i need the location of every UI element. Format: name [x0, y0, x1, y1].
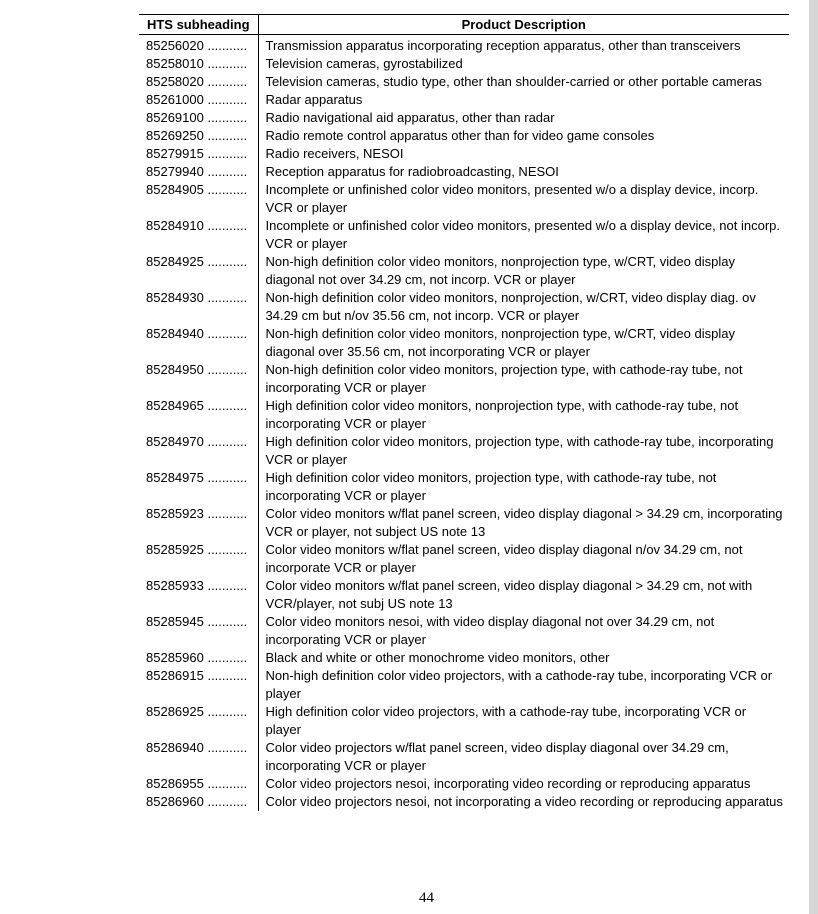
product-description-cell: Radar apparatus — [265, 92, 363, 107]
product-description-cell: Radio remote control apparatus other than for video game consoles — [265, 128, 655, 143]
hts-code-cell: 85285923 ........... — [139, 505, 258, 541]
table-row — [139, 127, 789, 145]
table-row — [139, 217, 789, 253]
table-row — [139, 55, 789, 73]
hts-code-cell: 85284965 ........... — [139, 397, 258, 433]
product-description-cell: High definition color video projectors, with a cathode-ray tube, incorporating VCR or player — [265, 704, 747, 737]
table-row — [139, 91, 789, 109]
product-description-cell: Transmission apparatus incorporating reception apparatus, other than transceivers — [265, 38, 741, 53]
page-number: 44 — [419, 890, 434, 906]
product-description-cell: Television cameras, studio type, other than shoulder-carried or other portable cameras — [265, 74, 762, 89]
table-row — [139, 109, 789, 127]
hts-code-cell: 85286955 ........... — [139, 775, 258, 793]
hts-code-cell: 85258010 ........... — [139, 55, 258, 73]
hts-code-cell: 85286915 ........... — [139, 667, 258, 703]
hts-code-cell: 85261000 ........... — [139, 91, 258, 109]
table-row — [139, 469, 789, 505]
product-description-cell: Non-high definition color video monitors, nonprojection type, w/CRT, video display diagonal over 35.56 cm, not incorporating VCR or player — [265, 326, 735, 359]
hts-code-cell: 85285933 ........... — [139, 577, 258, 613]
product-description-cell: Incomplete or unfinished color video monitors, presented w/o a display device, not incorp. VCR or player — [265, 218, 781, 251]
table-row — [139, 325, 789, 361]
hts-code-cell: 85284930 ........... — [139, 289, 258, 325]
table-row — [139, 649, 789, 667]
product-description-cell: Non-high definition color video projectors, with a cathode-ray tube, incorporating VCR or player — [265, 668, 773, 701]
table-row — [139, 703, 789, 739]
table-row — [139, 613, 789, 649]
product-description-cell: Color video monitors w/flat panel screen, video display diagonal n/ov 34.29 cm, not incorporate VCR or player — [265, 542, 743, 575]
window-edge-strip — [809, 0, 818, 914]
hts-table — [139, 14, 789, 811]
hts-code-cell: 85284975 ........... — [139, 469, 258, 505]
product-description-cell: Incomplete or unfinished color video monitors, presented w/o a display device, incorp. VCR or player — [265, 182, 759, 215]
hts-code-cell: 85269100 ........... — [139, 109, 258, 127]
product-description-cell: High definition color video monitors, projection type, with cathode-ray tube, incorporating VCR or player — [265, 434, 774, 467]
table-row — [139, 577, 789, 613]
table-row — [139, 505, 789, 541]
product-description-cell: Reception apparatus for radiobroadcasting, NESOI — [265, 164, 559, 179]
product-description-cell: High definition color video monitors, nonprojection type, with cathode-ray tube, not incorporating VCR or player — [265, 398, 739, 431]
product-description-cell: Radio receivers, NESOI — [265, 146, 404, 161]
product-description-cell: Color video projectors w/flat panel screen, video display diagonal over 34.29 cm, incorporating VCR or player — [265, 740, 729, 773]
hts-code-cell: 85284905 ........... — [139, 181, 258, 217]
hts-code-cell: 85284970 ........... — [139, 433, 258, 469]
table-row — [139, 289, 789, 325]
table-row — [139, 433, 789, 469]
table-row — [139, 145, 789, 163]
hts-code-cell: 85284950 ........... — [139, 361, 258, 397]
table-body — [139, 35, 789, 812]
table-row — [139, 181, 789, 217]
product-description-cell: Non-high definition color video monitors, nonprojection type, w/CRT, video display diagonal not over 34.29 cm, not incorp. VCR or player — [265, 254, 735, 287]
table-row — [139, 541, 789, 577]
hts-code-cell: 85279915 ........... — [139, 145, 258, 163]
table-row — [139, 397, 789, 433]
table-row — [139, 361, 789, 397]
hts-code-cell: 85285925 ........... — [139, 541, 258, 577]
header-hts-subheading: HTS subheading — [139, 15, 258, 35]
product-description-cell: High definition color video monitors, projection type, with cathode-ray tube, not incorporating VCR or player — [265, 470, 717, 503]
product-description-cell: Color video projectors nesoi, not incorporating a video recording or reproducing apparatus — [265, 794, 783, 809]
table-row — [139, 775, 789, 793]
hts-code-cell: 85256020 ........... — [139, 35, 258, 56]
hts-code-cell: 85258020 ........... — [139, 73, 258, 91]
hts-code-cell: 85269250 ........... — [139, 127, 258, 145]
table-row — [139, 739, 789, 775]
product-description-cell: Non-high definition color video monitors, projection type, with cathode-ray tube, not incorporating VCR or player — [265, 362, 743, 395]
product-description-cell: Black and white or other monochrome video monitors, other — [265, 650, 610, 665]
hts-code-cell: 85284910 ........... — [139, 217, 258, 253]
table-header-row — [139, 15, 789, 35]
table-row — [139, 73, 789, 91]
table-row — [139, 35, 789, 56]
hts-code-cell: 85284925 ........... — [139, 253, 258, 289]
product-description-cell: Non-high definition color video monitors, nonprojection, w/CRT, video display diag. ov 34.29 cm but n/ov 35.56 cm, not incorp. VCR or player — [265, 290, 756, 323]
hts-code-cell: 85285960 ........... — [139, 649, 258, 667]
hts-code-cell: 85279940 ........... — [139, 163, 258, 181]
hts-code-cell: 85285945 ........... — [139, 613, 258, 649]
table-row — [139, 163, 789, 181]
product-description-cell: Color video monitors w/flat panel screen, video display diagonal > 34.29 cm, not with VCR/player, not subj US note 13 — [265, 578, 753, 611]
hts-code-cell: 85284940 ........... — [139, 325, 258, 361]
table-row — [139, 253, 789, 289]
table-row — [139, 667, 789, 703]
hts-code-cell: 85286940 ........... — [139, 739, 258, 775]
hts-code-cell: 85286925 ........... — [139, 703, 258, 739]
product-description-cell: Color video monitors w/flat panel screen, video display diagonal > 34.29 cm, incorporating VCR or player, not subject US note 13 — [265, 506, 783, 539]
product-description-cell: Television cameras, gyrostabilized — [265, 56, 463, 71]
product-description-cell: Color video monitors nesoi, with video display diagonal not over 34.29 cm, not incorporating VCR or player — [265, 614, 715, 647]
product-description-cell: Color video projectors nesoi, incorporating video recording or reproducing apparatus — [265, 776, 751, 791]
header-product-description: Product Description — [258, 15, 789, 35]
hts-code-cell: 85286960 ........... — [139, 793, 258, 811]
product-description-cell: Radio navigational aid apparatus, other than radar — [265, 110, 555, 125]
table-row — [139, 793, 789, 811]
